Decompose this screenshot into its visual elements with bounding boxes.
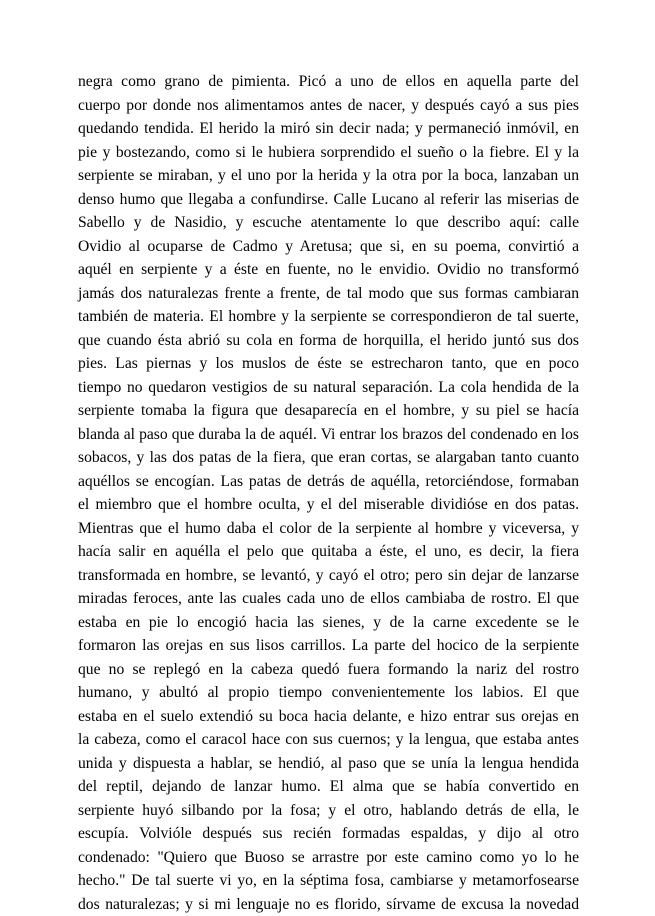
text-line: estaba en el suelo extendió su boca hacia delante, e hizo entrar sus orejas en xyxy=(78,705,579,729)
text-line: hecho." De tal suerte vi yo, en la séptima fosa, cambiarse y metamorfosearse xyxy=(78,869,579,893)
text-line: Sabello y de Nasidio, y escuche atentamente lo que describo aquí: calle xyxy=(78,211,579,235)
text-line: transformada en hombre, se levantó, y cayó el otro; pero sin dejar de lanzarse xyxy=(78,564,579,588)
text-page xyxy=(78,70,579,916)
text-line: aquél en serpiente y a éste en fuente, no le envidio. Ovidio no transformó xyxy=(78,258,579,282)
text-line: que no se replegó en la cabeza quedó fuera formando la nariz del rostro xyxy=(78,658,579,682)
text-line: quedando tendida. El herido la miró sin decir nada; y permaneció inmóvil, en xyxy=(78,117,579,141)
text-line: negra como grano de pimienta. Picó a uno de ellos en aquella parte del xyxy=(78,70,579,94)
text-line: serpiente huyó silbando por la fosa; y el otro, hablando detrás de ella, le xyxy=(78,799,579,823)
text-line: del reptil, dejando de lanzar humo. El alma que se había convertido en xyxy=(78,775,579,799)
text-line: serpiente se miraban, y el uno por la herida y la otra por la boca, lanzaban un xyxy=(78,164,579,188)
text-line: jamás dos naturalezas frente a frente, de tal modo que sus formas cambiaran xyxy=(78,282,579,306)
text-line: condenado: "Quiero que Buoso se arrastre por este camino como yo lo he xyxy=(78,846,579,870)
text-line: la cabeza, como el caracol hace con sus cuernos; y la lengua, que estaba antes xyxy=(78,728,579,752)
text-line: pies. Las piernas y los muslos de éste se estrecharon tanto, que en poco xyxy=(78,352,579,376)
text-line: humano, y abultó al propio tiempo convenientemente los labios. El que xyxy=(78,681,579,705)
text-line: miradas feroces, ante las cuales cada uno de ellos cambiaba de rostro. El que xyxy=(78,587,579,611)
text-line: blanda al paso que duraba la de aquél. Vi entrar los brazos del condenado en los xyxy=(78,423,579,447)
text-line: pie y bostezando, como si le hubiera sorprendido el sueño o la fiebre. El y la xyxy=(78,141,579,165)
text-line: también de materia. El hombre y la serpiente se correspondieron de tal suerte, xyxy=(78,305,579,329)
text-line: denso humo que llegaba a confundirse. Calle Lucano al referir las miserias de xyxy=(78,188,579,212)
text-line: serpiente tomaba la figura que desaparecía en el hombre, y su piel se hacía xyxy=(78,399,579,423)
text-line: el miembro que el hombre oculta, y el del miserable dividióse en dos patas. xyxy=(78,493,579,517)
text-line: Ovidio al ocuparse de Cadmo y Aretusa; que si, en su poema, convirtió a xyxy=(78,235,579,259)
text-line: aquéllos se encogían. Las patas de detrás de aquélla, retorciéndose, formaban xyxy=(78,470,579,494)
text-line: estaba en pie lo encogió hacia las sienes, y de la carne excedente se le xyxy=(78,611,579,635)
text-line: cuerpo por donde nos alimentamos antes de nacer, y después cayó a sus pies xyxy=(78,94,579,118)
text-line: hacía salir en aquélla el pelo que quitaba a éste, el uno, es decir, la fiera xyxy=(78,540,579,564)
text-line: dos naturalezas; y si mi lenguaje no es florido, sírvame de excusa la novedad xyxy=(78,893,579,916)
text-line: sobacos, y las dos patas de la fiera, que eran cortas, se alargaban tanto cuanto xyxy=(78,446,579,470)
text-line: formaron las orejas en sus lisos carrillos. La parte del hocico de la serpiente xyxy=(78,634,579,658)
text-line: unida y dispuesta a hablar, se hendió, al paso que se unía la lengua hendida xyxy=(78,752,579,776)
text-line: tiempo no quedaron vestigios de su natural separación. La cola hendida de la xyxy=(78,376,579,400)
text-line: que cuando ésta abrió su cola en forma de horquilla, el herido juntó sus dos xyxy=(78,329,579,353)
text-line: Mientras que el humo daba el color de la serpiente al hombre y viceversa, y xyxy=(78,517,579,541)
text-line: escupía. Volvióle después sus recién formadas espaldas, y dijo al otro xyxy=(78,822,579,846)
